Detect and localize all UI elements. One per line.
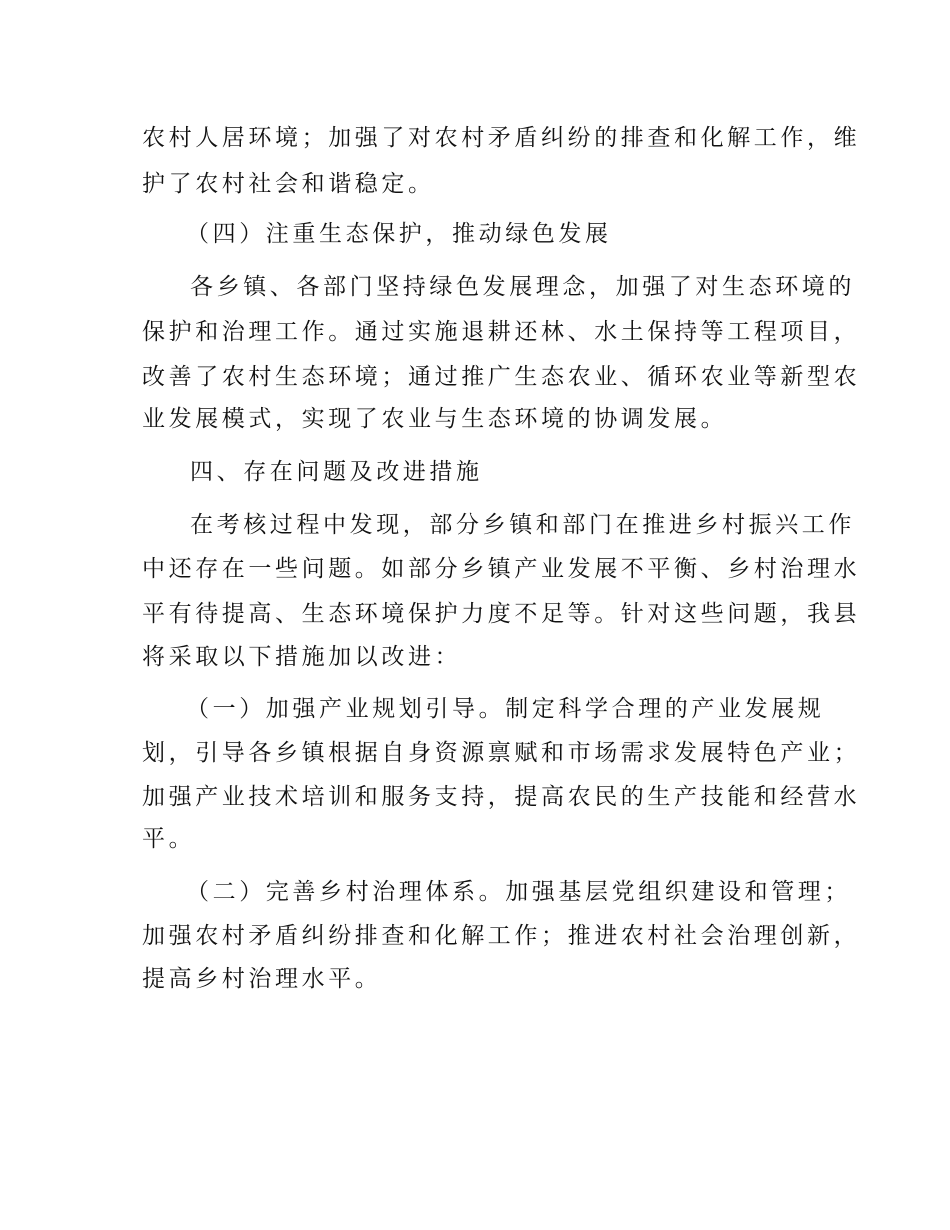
text-line: 中还存在一些问题。如部分乡镇产业发展不平衡、乡村治理水 [142, 556, 861, 582]
text-line: 加强产业技术培训和服务支持，提高农民的生产技能和经营水 [142, 784, 861, 810]
text-line: 农村人居环境；加强了对农村矛盾纠纷的排查和化解工作，维 [142, 125, 861, 151]
text-line: 划，引导各乡镇根据自身资源禀赋和市场需求发展特色产业； [142, 740, 861, 766]
text-line: 保护和治理工作。通过实施退耕还林、水土保持等工程项目， [142, 319, 861, 345]
text-line: （二）完善乡村治理体系。加强基层党组织建设和管理； [186, 879, 851, 905]
text-line: （一）加强产业规划引导。制定科学合理的产业发展规 [186, 696, 825, 722]
text-line: 护了农村社会和谐稳定。 [142, 171, 435, 197]
text-line: 平。 [142, 826, 196, 852]
text-line: 业发展模式，实现了农业与生态环境的协调发展。 [142, 406, 728, 432]
text-line: 提高乡村治理水平。 [142, 966, 382, 992]
text-line: 在考核过程中发现，部分乡镇和部门在推进乡村振兴工作 [190, 512, 855, 538]
text-line: 平有待提高、生态环境保护力度不足等。针对这些问题，我县 [142, 601, 861, 627]
text-line: 各乡镇、各部门坚持绿色发展理念，加强了对生态环境的 [190, 274, 855, 300]
text-line: 加强农村矛盾纠纷排查和化解工作；推进农村社会治理创新， [142, 923, 861, 949]
text-line: 将采取以下措施加以改进： [142, 644, 462, 670]
section-heading: 四、存在问题及改进措施 [190, 459, 483, 485]
section-heading: （四）注重生态保护，推动绿色发展 [186, 221, 612, 247]
text-line: 改善了农村生态环境；通过推广生态农业、循环农业等新型农 [142, 364, 861, 390]
